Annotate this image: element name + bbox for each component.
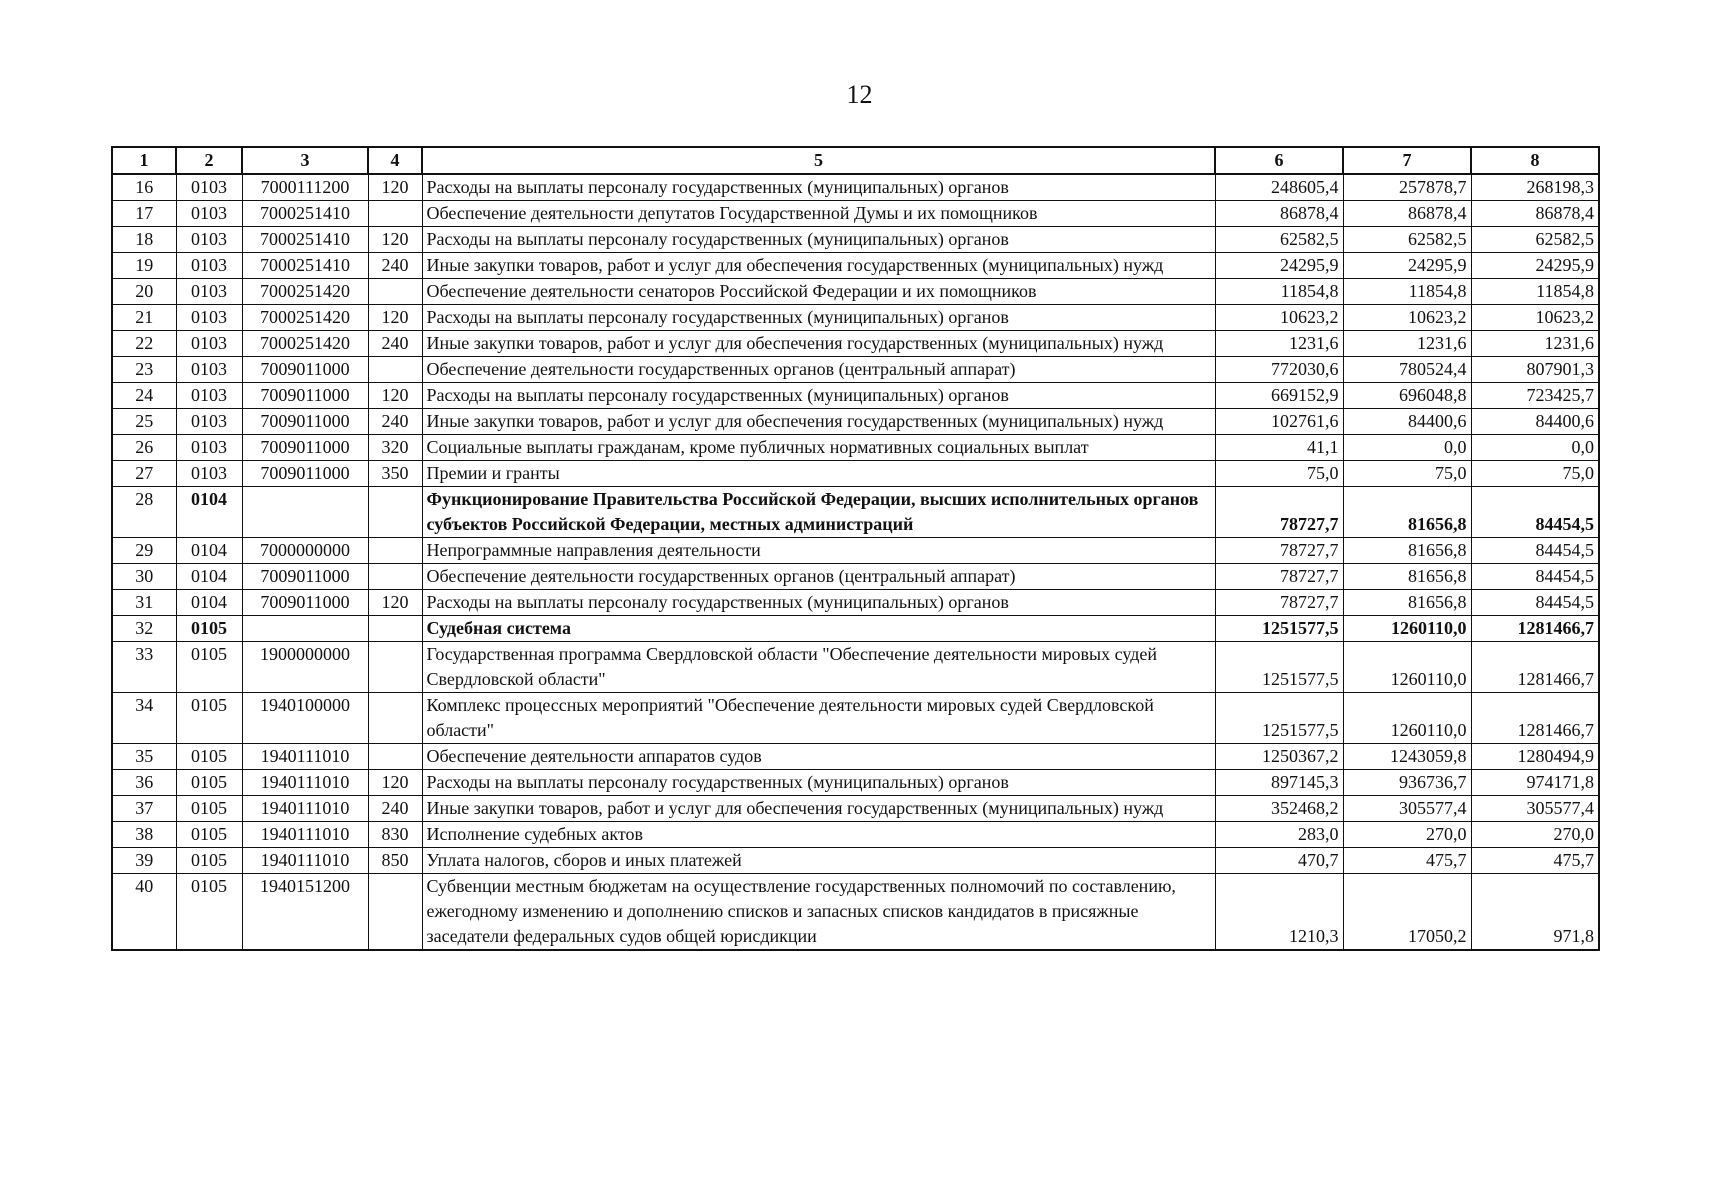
section-code-cell: 0103	[176, 331, 242, 357]
target-article-cell: 7000000000	[242, 538, 368, 564]
amount-col6-cell: 10623,2	[1215, 305, 1343, 331]
item-name-cell: Иные закупки товаров, работ и услуг для обеспечения государственных (муниципальных) нужд	[422, 253, 1215, 279]
amount-col7-cell: 86878,4	[1343, 201, 1471, 227]
amount-col6-cell: 24295,9	[1215, 253, 1343, 279]
item-name-cell: Обеспечение деятельности аппаратов судов	[422, 744, 1215, 770]
expense-type-cell: 350	[368, 461, 422, 487]
expense-type-cell	[368, 616, 422, 642]
row-number-cell: 38	[112, 822, 176, 848]
section-code-cell: 0105	[176, 616, 242, 642]
table-row	[112, 590, 1599, 616]
table-row	[112, 461, 1599, 487]
amount-col7-cell: 936736,7	[1343, 770, 1471, 796]
section-code-cell: 0104	[176, 590, 242, 616]
section-code-cell: 0105	[176, 874, 242, 951]
amount-col7-cell: 81656,8	[1343, 564, 1471, 590]
amount-col7-cell: 17050,2	[1343, 874, 1471, 951]
row-number-cell: 25	[112, 409, 176, 435]
amount-col6-cell: 470,7	[1215, 848, 1343, 874]
amount-col8-cell: 1281466,7	[1471, 616, 1599, 642]
expense-type-cell	[368, 538, 422, 564]
target-article-cell: 7009011000	[242, 357, 368, 383]
row-number-cell: 17	[112, 201, 176, 227]
expense-type-cell	[368, 693, 422, 744]
expense-type-cell: 830	[368, 822, 422, 848]
amount-col8-cell: 0,0	[1471, 435, 1599, 461]
row-number-cell: 37	[112, 796, 176, 822]
expense-type-cell	[368, 357, 422, 383]
amount-col7-cell: 305577,4	[1343, 796, 1471, 822]
item-name-cell: Расходы на выплаты персоналу государственных (муниципальных) органов	[422, 383, 1215, 409]
page-number: 12	[846, 80, 873, 109]
item-name-cell: Социальные выплаты гражданам, кроме публичных нормативных социальных выплат	[422, 435, 1215, 461]
expense-type-cell: 120	[368, 227, 422, 253]
target-article-cell: 1940111010	[242, 796, 368, 822]
table-row	[112, 253, 1599, 279]
target-article-cell: 7000251420	[242, 279, 368, 305]
section-code-cell: 0103	[176, 253, 242, 279]
table-row	[112, 770, 1599, 796]
amount-col7-cell: 1243059,8	[1343, 744, 1471, 770]
amount-col6-cell: 248605,4	[1215, 174, 1343, 201]
expense-type-cell	[368, 642, 422, 693]
table-row	[112, 305, 1599, 331]
amount-col7-cell: 81656,8	[1343, 487, 1471, 538]
amount-col7-cell: 780524,4	[1343, 357, 1471, 383]
amount-col6-cell: 78727,7	[1215, 538, 1343, 564]
table-row	[112, 435, 1599, 461]
row-number-cell: 28	[112, 487, 176, 538]
amount-col8-cell: 75,0	[1471, 461, 1599, 487]
item-name-cell: Расходы на выплаты персоналу государственных (муниципальных) органов	[422, 770, 1215, 796]
expense-type-cell: 320	[368, 435, 422, 461]
row-number-cell: 40	[112, 874, 176, 951]
amount-col6-cell: 1251577,5	[1215, 693, 1343, 744]
target-article-cell: 1940111010	[242, 744, 368, 770]
item-name-cell: Обеспечение деятельности государственных органов (центральный аппарат)	[422, 564, 1215, 590]
table-row	[112, 564, 1599, 590]
target-article-cell: 7000111200	[242, 174, 368, 201]
table-row	[112, 848, 1599, 874]
section-code-cell: 0103	[176, 305, 242, 331]
row-number-cell: 35	[112, 744, 176, 770]
amount-col7-cell: 1231,6	[1343, 331, 1471, 357]
header-cell: 1	[112, 147, 176, 174]
amount-col7-cell: 10623,2	[1343, 305, 1471, 331]
amount-col7-cell: 24295,9	[1343, 253, 1471, 279]
amount-col6-cell: 897145,3	[1215, 770, 1343, 796]
table-row	[112, 174, 1599, 201]
amount-col7-cell: 0,0	[1343, 435, 1471, 461]
table-row	[112, 383, 1599, 409]
amount-col6-cell: 78727,7	[1215, 564, 1343, 590]
table-row	[112, 822, 1599, 848]
table-row	[112, 331, 1599, 357]
amount-col6-cell: 78727,7	[1215, 590, 1343, 616]
amount-col6-cell: 1251577,5	[1215, 616, 1343, 642]
section-code-cell: 0105	[176, 796, 242, 822]
target-article-cell: 1940111010	[242, 770, 368, 796]
section-code-cell: 0103	[176, 383, 242, 409]
target-article-cell	[242, 616, 368, 642]
header-cell: 4	[368, 147, 422, 174]
table-row	[112, 616, 1599, 642]
section-code-cell: 0104	[176, 538, 242, 564]
row-number-cell: 23	[112, 357, 176, 383]
amount-col8-cell: 84454,5	[1471, 487, 1599, 538]
amount-col6-cell: 102761,6	[1215, 409, 1343, 435]
amount-col6-cell: 352468,2	[1215, 796, 1343, 822]
table-row	[112, 744, 1599, 770]
item-name-cell: Субвенции местным бюджетам на осуществление государственных полномочий по составлению, ежегодному изменению и дополнению списков и запасных списков кандидатов в присяжные заседатели федеральных судов общей юрисдикции	[422, 874, 1215, 951]
amount-col8-cell: 86878,4	[1471, 201, 1599, 227]
row-number-cell: 19	[112, 253, 176, 279]
row-number-cell: 21	[112, 305, 176, 331]
row-number-cell: 20	[112, 279, 176, 305]
amount-col7-cell: 75,0	[1343, 461, 1471, 487]
item-name-cell: Расходы на выплаты персоналу государственных (муниципальных) органов	[422, 174, 1215, 201]
target-article-cell: 1940100000	[242, 693, 368, 744]
amount-col8-cell: 974171,8	[1471, 770, 1599, 796]
target-article-cell: 1940151200	[242, 874, 368, 951]
amount-col8-cell: 11854,8	[1471, 279, 1599, 305]
target-article-cell: 1900000000	[242, 642, 368, 693]
item-name-cell: Государственная программа Свердловской области "Обеспечение деятельности мировых судей Свердловской области"	[422, 642, 1215, 693]
amount-col7-cell: 11854,8	[1343, 279, 1471, 305]
table-row	[112, 642, 1599, 693]
target-article-cell: 7000251420	[242, 305, 368, 331]
item-name-cell: Обеспечение деятельности государственных органов (центральный аппарат)	[422, 357, 1215, 383]
section-code-cell: 0103	[176, 435, 242, 461]
target-article-cell: 7009011000	[242, 435, 368, 461]
header-cell: 6	[1215, 147, 1343, 174]
item-name-cell: Расходы на выплаты персоналу государственных (муниципальных) органов	[422, 305, 1215, 331]
target-article-cell: 7000251410	[242, 201, 368, 227]
section-code-cell: 0104	[176, 487, 242, 538]
header-cell: 5	[422, 147, 1215, 174]
section-code-cell: 0103	[176, 227, 242, 253]
header-cell: 3	[242, 147, 368, 174]
amount-col8-cell: 305577,4	[1471, 796, 1599, 822]
section-code-cell: 0105	[176, 744, 242, 770]
amount-col6-cell: 1250367,2	[1215, 744, 1343, 770]
item-name-cell: Обеспечение деятельности сенаторов Российской Федерации и их помощников	[422, 279, 1215, 305]
amount-col8-cell: 475,7	[1471, 848, 1599, 874]
expense-type-cell: 850	[368, 848, 422, 874]
amount-col8-cell: 723425,7	[1471, 383, 1599, 409]
item-name-cell: Иные закупки товаров, работ и услуг для обеспечения государственных (муниципальных) нужд	[422, 796, 1215, 822]
item-name-cell: Непрограммные направления деятельности	[422, 538, 1215, 564]
target-article-cell: 7009011000	[242, 590, 368, 616]
item-name-cell: Иные закупки товаров, работ и услуг для обеспечения государственных (муниципальных) нужд	[422, 409, 1215, 435]
amount-col7-cell: 84400,6	[1343, 409, 1471, 435]
item-name-cell: Иные закупки товаров, работ и услуг для обеспечения государственных (муниципальных) нужд	[422, 331, 1215, 357]
expense-type-cell	[368, 874, 422, 951]
amount-col8-cell: 1280494,9	[1471, 744, 1599, 770]
table-row	[112, 693, 1599, 744]
budget-table	[111, 146, 1600, 951]
amount-col7-cell: 475,7	[1343, 848, 1471, 874]
amount-col7-cell: 1260110,0	[1343, 616, 1471, 642]
section-code-cell: 0103	[176, 174, 242, 201]
item-name-cell: Судебная система	[422, 616, 1215, 642]
expense-type-cell	[368, 744, 422, 770]
table-row	[112, 538, 1599, 564]
section-code-cell: 0103	[176, 279, 242, 305]
expense-type-cell	[368, 201, 422, 227]
row-number-cell: 24	[112, 383, 176, 409]
amount-col8-cell: 10623,2	[1471, 305, 1599, 331]
amount-col8-cell: 971,8	[1471, 874, 1599, 951]
header-cell: 8	[1471, 147, 1599, 174]
amount-col7-cell: 1260110,0	[1343, 693, 1471, 744]
row-number-cell: 22	[112, 331, 176, 357]
expense-type-cell: 120	[368, 174, 422, 201]
target-article-cell: 7009011000	[242, 461, 368, 487]
amount-col8-cell: 1281466,7	[1471, 642, 1599, 693]
amount-col6-cell: 78727,7	[1215, 487, 1343, 538]
target-article-cell: 7009011000	[242, 383, 368, 409]
amount-col6-cell: 669152,9	[1215, 383, 1343, 409]
amount-col8-cell: 1231,6	[1471, 331, 1599, 357]
expense-type-cell: 120	[368, 383, 422, 409]
amount-col6-cell: 62582,5	[1215, 227, 1343, 253]
target-article-cell: 7000251410	[242, 227, 368, 253]
item-name-cell: Расходы на выплаты персоналу государственных (муниципальных) органов	[422, 590, 1215, 616]
expense-type-cell	[368, 564, 422, 590]
table-row	[112, 279, 1599, 305]
amount-col6-cell: 41,1	[1215, 435, 1343, 461]
table-row	[112, 201, 1599, 227]
amount-col7-cell: 696048,8	[1343, 383, 1471, 409]
amount-col8-cell: 270,0	[1471, 822, 1599, 848]
item-name-cell: Комплекс процессных мероприятий "Обеспечение деятельности мировых судей Свердловской области"	[422, 693, 1215, 744]
amount-col7-cell: 1260110,0	[1343, 642, 1471, 693]
table-row	[112, 409, 1599, 435]
amount-col7-cell: 81656,8	[1343, 538, 1471, 564]
amount-col8-cell: 84454,5	[1471, 590, 1599, 616]
row-number-cell: 26	[112, 435, 176, 461]
amount-col8-cell: 84454,5	[1471, 564, 1599, 590]
amount-col7-cell: 270,0	[1343, 822, 1471, 848]
target-article-cell: 7009011000	[242, 409, 368, 435]
item-name-cell: Уплата налогов, сборов и иных платежей	[422, 848, 1215, 874]
item-name-cell: Функционирование Правительства Российской Федерации, высших исполнительных органов субъектов Российской Федерации, местных администраций	[422, 487, 1215, 538]
amount-col6-cell: 283,0	[1215, 822, 1343, 848]
section-code-cell: 0105	[176, 642, 242, 693]
amount-col7-cell: 62582,5	[1343, 227, 1471, 253]
amount-col6-cell: 11854,8	[1215, 279, 1343, 305]
section-code-cell: 0103	[176, 409, 242, 435]
row-number-cell: 36	[112, 770, 176, 796]
target-article-cell: 1940111010	[242, 848, 368, 874]
amount-col6-cell: 1210,3	[1215, 874, 1343, 951]
table-row	[112, 227, 1599, 253]
item-name-cell: Премии и гранты	[422, 461, 1215, 487]
amount-col6-cell: 75,0	[1215, 461, 1343, 487]
table-row	[112, 487, 1599, 538]
expense-type-cell: 120	[368, 590, 422, 616]
target-article-cell: 1940111010	[242, 822, 368, 848]
row-number-cell: 29	[112, 538, 176, 564]
amount-col8-cell: 1281466,7	[1471, 693, 1599, 744]
row-number-cell: 32	[112, 616, 176, 642]
expense-type-cell: 240	[368, 796, 422, 822]
expense-type-cell: 120	[368, 305, 422, 331]
table-body	[112, 174, 1599, 950]
expense-type-cell: 240	[368, 253, 422, 279]
expense-type-cell: 240	[368, 331, 422, 357]
header-row	[112, 147, 1599, 174]
expense-type-cell: 240	[368, 409, 422, 435]
table-row	[112, 796, 1599, 822]
amount-col8-cell: 24295,9	[1471, 253, 1599, 279]
amount-col8-cell: 62582,5	[1471, 227, 1599, 253]
section-code-cell: 0105	[176, 770, 242, 796]
row-number-cell: 31	[112, 590, 176, 616]
amount-col8-cell: 84400,6	[1471, 409, 1599, 435]
header-cell: 7	[1343, 147, 1471, 174]
item-name-cell: Исполнение судебных актов	[422, 822, 1215, 848]
table-row	[112, 357, 1599, 383]
amount-col8-cell: 268198,3	[1471, 174, 1599, 201]
expense-type-cell: 120	[368, 770, 422, 796]
row-number-cell: 34	[112, 693, 176, 744]
amount-col8-cell: 807901,3	[1471, 357, 1599, 383]
target-article-cell: 7009011000	[242, 564, 368, 590]
item-name-cell: Обеспечение деятельности депутатов Государственной Думы и их помощников	[422, 201, 1215, 227]
target-article-cell: 7000251420	[242, 331, 368, 357]
section-code-cell: 0103	[176, 201, 242, 227]
section-code-cell: 0103	[176, 357, 242, 383]
section-code-cell: 0105	[176, 822, 242, 848]
target-article-cell	[242, 487, 368, 538]
row-number-cell: 18	[112, 227, 176, 253]
section-code-cell: 0105	[176, 848, 242, 874]
row-number-cell: 27	[112, 461, 176, 487]
section-code-cell: 0104	[176, 564, 242, 590]
amount-col6-cell: 1251577,5	[1215, 642, 1343, 693]
expense-type-cell	[368, 487, 422, 538]
row-number-cell: 39	[112, 848, 176, 874]
target-article-cell: 7000251410	[242, 253, 368, 279]
row-number-cell: 30	[112, 564, 176, 590]
amount-col6-cell: 772030,6	[1215, 357, 1343, 383]
amount-col8-cell: 84454,5	[1471, 538, 1599, 564]
row-number-cell: 33	[112, 642, 176, 693]
section-code-cell: 0105	[176, 693, 242, 744]
amount-col6-cell: 1231,6	[1215, 331, 1343, 357]
header-cell: 2	[176, 147, 242, 174]
amount-col6-cell: 86878,4	[1215, 201, 1343, 227]
amount-col7-cell: 81656,8	[1343, 590, 1471, 616]
item-name-cell: Расходы на выплаты персоналу государственных (муниципальных) органов	[422, 227, 1215, 253]
amount-col7-cell: 257878,7	[1343, 174, 1471, 201]
expense-type-cell	[368, 279, 422, 305]
section-code-cell: 0103	[176, 461, 242, 487]
row-number-cell: 16	[112, 174, 176, 201]
table-row	[112, 874, 1599, 951]
